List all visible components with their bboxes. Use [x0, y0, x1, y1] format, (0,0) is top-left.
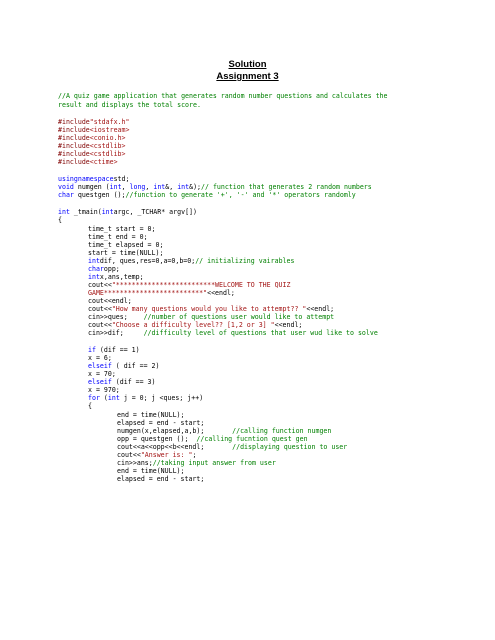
code-token: cout<<a<<opp<<b<<endl;: [117, 443, 233, 451]
code-line: [58, 92, 388, 100]
code-line: [117, 451, 196, 459]
code-token: x = 970;: [88, 386, 120, 394]
code-line: [58, 183, 372, 191]
code-line: [58, 101, 201, 109]
code-line: [88, 362, 159, 370]
code-line: [88, 313, 334, 321]
code-token: long: [129, 183, 146, 191]
code-token: int: [109, 183, 122, 191]
code-line: [117, 427, 331, 435]
code-token: int: [88, 257, 100, 265]
code-line: [88, 257, 294, 265]
code-token: (: [99, 394, 108, 402]
code-token: char: [88, 265, 104, 273]
code-token: //number of questions user would like to attempt: [143, 313, 335, 321]
code-token: &,: [165, 183, 178, 191]
code-line: [88, 386, 120, 394]
code-token: // initializing vairables: [195, 257, 295, 265]
code-token: ,: [121, 183, 130, 191]
code-line: [88, 354, 112, 362]
code-token: (dif == 3): [111, 378, 156, 386]
code-token: (dif == 1): [95, 346, 140, 354]
code-token: "Answer is: ": [140, 451, 193, 459]
code-line: [88, 402, 92, 410]
code-token: <<endl;: [207, 289, 235, 297]
code-token: int: [58, 208, 70, 216]
code-token: cin>>dif;: [88, 329, 144, 337]
code-token: dif, ques,res=0,a=0,b=0;: [99, 257, 196, 265]
code-line: [117, 419, 204, 427]
code-token: <cstdlib>: [89, 142, 126, 150]
code-token: end = time(NULL);: [117, 467, 185, 475]
code-line: [58, 158, 118, 166]
code-token: cout<<: [88, 281, 112, 289]
code-token: int: [177, 183, 190, 191]
code-token: <conio.h>: [89, 134, 126, 142]
code-line: [88, 346, 140, 354]
code-token: x = 6;: [88, 354, 112, 362]
code-token: #include: [58, 142, 90, 150]
code-line: [117, 411, 185, 419]
code-token: start = time(NULL);: [88, 249, 164, 257]
code-token: end = time(NULL);: [117, 411, 185, 419]
code-token: opp = questgen ();: [117, 435, 197, 443]
code-line: [117, 459, 276, 467]
code-token: cin>>ans;: [117, 459, 153, 467]
code-token: numgen(x,elapsed,a,b);: [117, 427, 233, 435]
code-token: #include: [58, 118, 90, 126]
code-token: <ctime>: [89, 158, 118, 166]
code-token: argc, _TCHAR* argv[]): [113, 208, 197, 216]
code-token: char: [58, 191, 74, 199]
code-token: x,ans,temp;: [99, 273, 144, 281]
code-token: void: [58, 183, 74, 191]
code-token: j = 0; j <ques; j++): [119, 394, 204, 402]
code-token: //difficulty level of questions that user wud like to solve: [143, 329, 378, 337]
code-token: GAME*************************": [88, 289, 208, 297]
code-token: <<endl;: [274, 321, 303, 329]
code-token: ;: [192, 451, 197, 459]
code-token: "*************************WELCOME TO THE QUIZ: [111, 281, 291, 289]
code-token: <iostream>: [89, 126, 130, 134]
code-token: // function that generates 2 random numbers: [201, 183, 372, 191]
code-token: usingnamespace: [58, 175, 114, 183]
code-token: result and displays the total score.: [58, 101, 201, 109]
code-line: [88, 233, 148, 241]
code-token: //taking input answer from user: [152, 459, 276, 467]
code-token: if: [88, 346, 96, 354]
code-line: [88, 297, 132, 305]
code-token: elapsed = end - start;: [117, 419, 205, 427]
code-token: opp;: [103, 265, 120, 273]
code-line: [88, 281, 290, 289]
code-line: [58, 191, 356, 199]
code-token: elseif: [88, 362, 112, 370]
code-line: [88, 370, 116, 378]
code-token: //function to generate '+', '-' and '*' operators randomly: [125, 191, 356, 199]
code-token: int: [153, 183, 166, 191]
code-token: ,: [145, 183, 154, 191]
code-line: [117, 435, 308, 443]
code-line: [88, 305, 334, 313]
code-line: [58, 118, 129, 126]
code-token: time_t start = 0;: [88, 225, 156, 233]
code-token: int: [101, 208, 114, 216]
code-line: [88, 249, 163, 257]
code-token: time_t elapsed = 0;: [88, 241, 164, 249]
code-token: #include: [58, 158, 90, 166]
code-line: [117, 443, 347, 451]
code-token: "How many questions would you like to attempt?? ": [111, 305, 307, 313]
code-line: [88, 378, 156, 386]
code-line: [88, 225, 156, 233]
code-line: [88, 321, 302, 329]
code-token: int: [88, 273, 100, 281]
code-token: numgen (: [73, 183, 110, 191]
code-line: [88, 394, 203, 402]
code-token: x = 70;: [88, 370, 116, 378]
code-token: cout<<: [117, 451, 141, 459]
code-token: cout<<: [88, 305, 112, 313]
code-token: time_t end = 0;: [88, 233, 148, 241]
code-line: [58, 142, 126, 150]
code-token: &);: [189, 183, 202, 191]
code-token: #include: [58, 134, 90, 142]
code-token: {: [88, 402, 92, 410]
code-token: ( dif == 2): [111, 362, 160, 370]
document-title: Solution: [228, 59, 267, 70]
code-line: [88, 273, 144, 281]
code-line: [88, 241, 163, 249]
code-token: {: [58, 216, 62, 224]
code-line: [88, 265, 120, 273]
code-token: //A quiz game application that generates random number questions and calculates the: [58, 92, 388, 100]
code-line: [58, 208, 197, 216]
code-token: #include: [58, 150, 90, 158]
code-token: questgen ();: [73, 191, 126, 199]
code-token: <cstdlib>: [89, 150, 126, 158]
document-subtitle: Assignment 3: [216, 71, 279, 82]
code-token: //calling function numgen: [232, 427, 332, 435]
code-token: elseif: [88, 378, 112, 386]
code-token: cout<<endl;: [88, 297, 132, 305]
code-line: [88, 289, 235, 297]
code-line: [117, 467, 185, 475]
code-line: [58, 126, 129, 134]
code-token: cout<<: [88, 321, 112, 329]
code-token: //displaying question to user: [232, 443, 348, 451]
code-line: [88, 329, 378, 337]
code-token: int: [107, 394, 120, 402]
code-token: std;: [113, 175, 130, 183]
code-token: #include: [58, 126, 90, 134]
code-token: "stdafx.h": [89, 118, 130, 126]
code-line: [117, 475, 204, 483]
code-token: elapsed = end - start;: [117, 475, 205, 483]
code-line: [58, 150, 126, 158]
code-line: [58, 134, 126, 142]
code-line: [58, 216, 62, 224]
code-token: "Choose a difficulty level?? [1,2 or 3] ": [111, 321, 275, 329]
code-token: _tmain(: [69, 208, 102, 216]
code-token: cin>>ques;: [88, 313, 144, 321]
code-token: <<endl;: [306, 305, 335, 313]
code-token: for: [88, 394, 100, 402]
code-token: //calling fucntion quest gen: [196, 435, 308, 443]
code-line: [58, 175, 129, 183]
